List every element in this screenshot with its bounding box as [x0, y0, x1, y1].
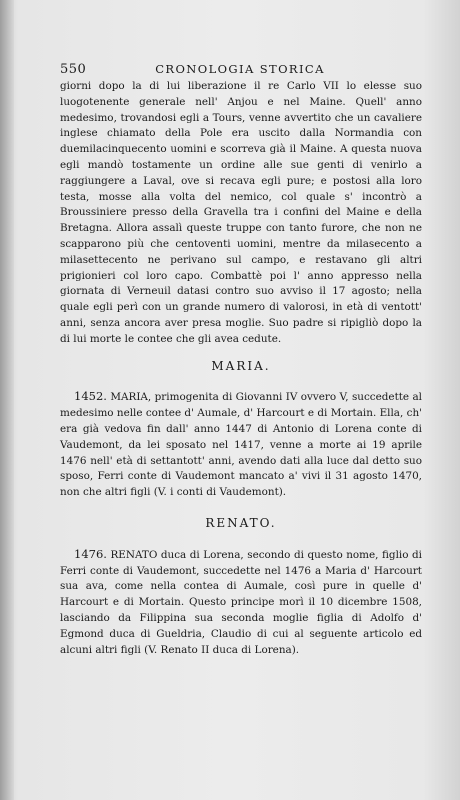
running-title: CRONOLOGIA STORICA: [155, 62, 325, 76]
page-body: [60, 79, 422, 658]
page-header: [60, 62, 420, 78]
continuation-paragraph: giorni dopo la di lui liberazione il re Carlo VII lo elesse suo luogotenente generale nell' Anjou e nel Maine. Quell' anno medesimo, trovandosi egli a Tours, venne avvertito che un cavaliere inglese chiamato della Pole era uscito dalla Normandia con duemilacinquecento uomini e scorreva già il Maine. A questa nuova egli mandò tostamente un ordine alle sue genti di venirlo a raggiungere a Laval, ove si recava egli pure; e postosi alla loro testa, mosse alla volta del nemico, col quale s' incontrò a Broussiniere presso della Gravella tra i confini del Maine e della Bretagna. Allora assalì queste truppe con tanto furore, che non ne scapparono più che centoventi uomini, mentre da milasecento a milasettecento ne perivano sul campo, e restavano gli altri prigionieri col loro capo. Combattè poi l' anno appresso nella giornata di Verneuil datasi contro suo avviso il 17 agosto; nella quale egli perì con un grande numero di valorosi, in età di ventott' anni, senza ancora aver presa moglie. Suo padre si ripigliò dopo la di lui morte le contee che gli avea cedute.: [60, 80, 422, 345]
section-heading-maria: MARIA.: [211, 358, 271, 373]
year-renato: 1476.: [74, 546, 107, 561]
paragraph-maria-text: MARIA, primogenita di Giovanni IV ovvero V, succedette al medesimo nelle contee d' Aumale, d' Harcourt e di Mortain. Ella, ch' era già vedova fin dall' anno 1447 di Antonio di Lorena conte di Vaudemont, da lei sposato nel 1417, venne a morte ai 19 aprile 1476 nell' età di settantott' anni, avendo dati alla luce dal detto suo sposo, Ferri conte di Vaudemont mancato a' vivi il 31 agosto 1470, non che altri figli (V. i conti di Vaudemont).: [60, 391, 422, 499]
year-maria: 1452.: [74, 389, 107, 404]
paragraph-renato-text: RENATO duca di Lorena, secondo di questo nome, figlio di Ferri conte di Vaudemont, succedette nel 1476 a Maria d' Harcourt sua ava, come nella contea di Aumale, così pure in quelle d' Harcourt e di Mortain. Questo principe morì il 10 dicembre 1508, lasciando da Filippina sua seconda moglie figlia di Adolfo d' Egmond duca di Gueldria, Claudio di cui al seguente articolo ed alcuni altri figli (V. Renato II duca di Lorena).: [60, 548, 422, 656]
paragraph-maria: [60, 389, 422, 501]
paragraph-renato: [60, 547, 422, 659]
page-gutter: [0, 0, 14, 800]
page-number: 550: [60, 62, 87, 77]
section-heading-renato: RENATO.: [205, 515, 277, 530]
